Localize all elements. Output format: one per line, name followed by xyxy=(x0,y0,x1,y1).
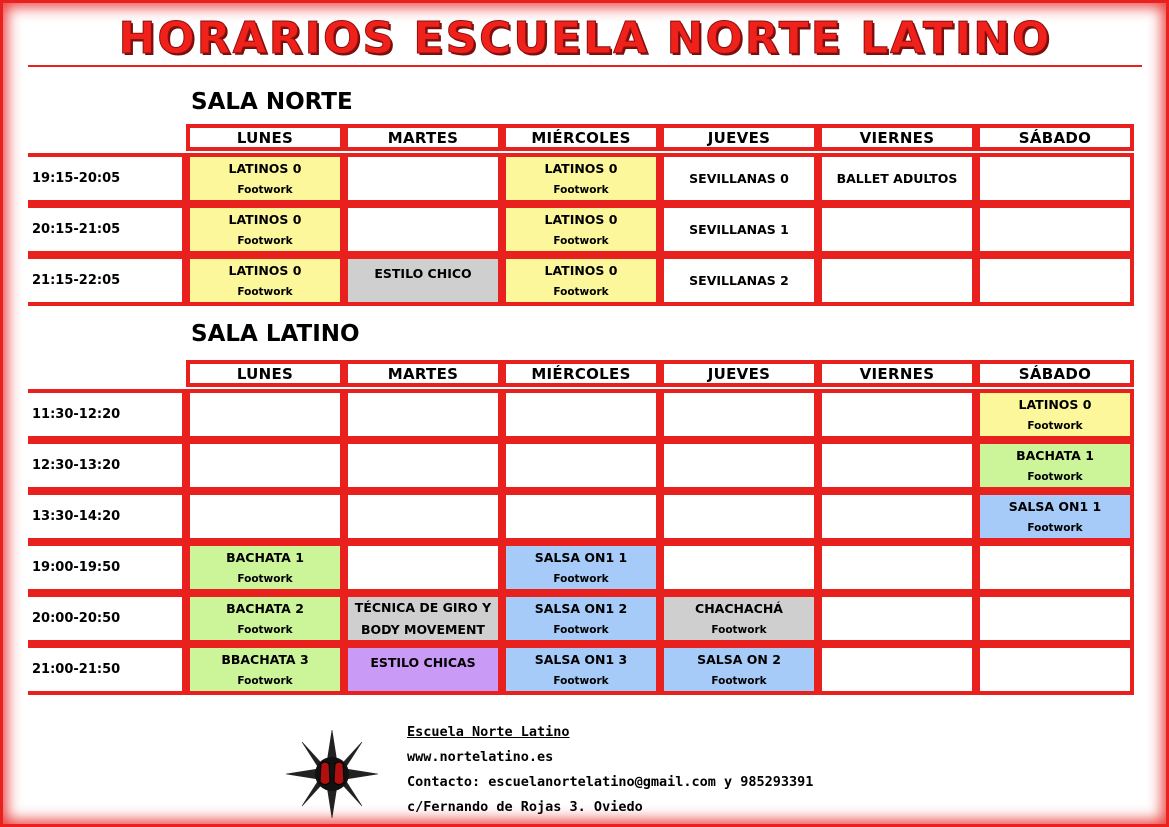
empty-cell xyxy=(186,389,344,440)
class-subtitle: Footwork xyxy=(553,285,609,298)
empty-cell xyxy=(818,593,976,644)
class-subtitle: Footwork xyxy=(553,623,609,636)
class-subtitle: Footwork xyxy=(553,572,609,585)
day-header: LUNES xyxy=(186,360,344,387)
class-subtitle: Footwork xyxy=(711,674,767,687)
time-slot-label: 12:30-13:20 xyxy=(28,440,186,491)
schedule-table-sala-latino xyxy=(28,360,1140,695)
class-name: SEVILLANAS 1 xyxy=(689,222,789,237)
class-cell xyxy=(502,153,660,204)
class-name: LATINOS 0 xyxy=(228,160,302,176)
class-cell xyxy=(976,491,1134,542)
class-subtitle: Footwork xyxy=(1027,470,1083,483)
empty-cell xyxy=(660,440,818,491)
day-header: SÁBADO xyxy=(976,124,1134,151)
footer-school-name: Escuela Norte Latino xyxy=(407,724,570,740)
class-name: SALSA ON1 1 xyxy=(1008,498,1102,514)
class-cell xyxy=(660,204,818,255)
class-name: LATINOS 0 xyxy=(544,262,618,278)
class-name: BACHATA 2 xyxy=(226,600,304,616)
empty-cell xyxy=(186,440,344,491)
class-name: LATINOS 0 xyxy=(228,211,302,227)
title-divider xyxy=(28,65,1142,67)
empty-cell xyxy=(344,389,502,440)
day-header: MARTES xyxy=(344,360,502,387)
empty-cell xyxy=(344,542,502,593)
class-cell xyxy=(502,255,660,306)
time-slot-label: 21:00-21:50 xyxy=(28,644,186,695)
class-name: LATINOS 0 xyxy=(228,262,302,278)
class-subtitle: BODY MOVEMENT xyxy=(361,621,485,637)
class-cell xyxy=(976,440,1134,491)
class-name: TÉCNICA DE GIRO Y xyxy=(354,600,492,616)
class-cell xyxy=(660,644,818,695)
class-name: BACHATA 1 xyxy=(1016,447,1094,463)
class-name: ESTILO CHICAS xyxy=(370,655,476,670)
empty-cell xyxy=(660,389,818,440)
class-subtitle: Footwork xyxy=(711,623,767,636)
class-name: ESTILO CHICO xyxy=(374,266,472,281)
class-cell xyxy=(186,593,344,644)
day-header: MIÉRCOLES xyxy=(502,360,660,387)
footer-address: c/Fernando de Rojas 3. Oviedo xyxy=(407,799,643,815)
room-title-latino: SALA LATINO xyxy=(191,321,360,347)
time-slot-label: 11:30-12:20 xyxy=(28,389,186,440)
empty-cell xyxy=(818,440,976,491)
empty-cell xyxy=(660,491,818,542)
page-title: HORARIOS ESCUELA NORTE LATINO xyxy=(118,13,1052,64)
class-cell xyxy=(344,644,502,695)
class-cell xyxy=(502,542,660,593)
class-cell xyxy=(502,644,660,695)
class-cell xyxy=(660,153,818,204)
class-subtitle: Footwork xyxy=(237,674,293,687)
class-cell xyxy=(186,542,344,593)
class-cell xyxy=(818,153,976,204)
class-name: BBACHATA 3 xyxy=(221,651,309,667)
time-slot-label: 13:30-14:20 xyxy=(28,491,186,542)
class-cell xyxy=(344,593,502,644)
class-cell xyxy=(344,255,502,306)
footer-contact: Contacto: escuelanortelatino@gmail.com y 985293391 xyxy=(407,774,814,790)
day-header: LUNES xyxy=(186,124,344,151)
class-subtitle: Footwork xyxy=(237,234,293,247)
day-header: VIERNES xyxy=(818,360,976,387)
class-subtitle: Footwork xyxy=(237,572,293,585)
empty-cell xyxy=(976,542,1134,593)
class-cell xyxy=(660,255,818,306)
time-slot-label: 20:15-21:05 xyxy=(28,204,186,255)
day-header: JUEVES xyxy=(660,360,818,387)
class-name: LATINOS 0 xyxy=(544,211,618,227)
empty-cell xyxy=(344,491,502,542)
room-title-norte: SALA NORTE xyxy=(191,89,353,115)
class-cell xyxy=(186,644,344,695)
day-header: JUEVES xyxy=(660,124,818,151)
compass-star-logo-icon xyxy=(284,728,380,820)
empty-cell xyxy=(818,204,976,255)
empty-cell xyxy=(344,440,502,491)
class-name: LATINOS 0 xyxy=(1018,396,1092,412)
class-name: BALLET ADULTOS xyxy=(836,171,958,186)
class-name: LATINOS 0 xyxy=(544,160,618,176)
class-subtitle: Footwork xyxy=(1027,419,1083,432)
class-subtitle: Footwork xyxy=(237,183,293,196)
class-subtitle: Footwork xyxy=(237,285,293,298)
class-cell xyxy=(976,389,1134,440)
empty-cell xyxy=(976,644,1134,695)
footer-info xyxy=(407,720,813,820)
empty-cell xyxy=(502,440,660,491)
class-name: SALSA ON1 2 xyxy=(534,600,628,616)
class-name: CHACHACHÁ xyxy=(695,600,783,616)
empty-cell xyxy=(818,542,976,593)
empty-cell xyxy=(818,491,976,542)
time-slot-label: 19:00-19:50 xyxy=(28,542,186,593)
class-name: BACHATA 1 xyxy=(226,549,304,565)
class-name: SALSA ON1 1 xyxy=(534,549,628,565)
class-subtitle: Footwork xyxy=(553,674,609,687)
day-header: VIERNES xyxy=(818,124,976,151)
class-name: SALSA ON1 3 xyxy=(534,651,628,667)
class-name: SEVILLANAS 2 xyxy=(689,273,789,288)
schedule-table-sala-norte xyxy=(28,124,1140,306)
class-cell xyxy=(186,255,344,306)
footer-website-link[interactable]: www.nortelatino.es xyxy=(407,749,554,765)
class-subtitle: Footwork xyxy=(1027,521,1083,534)
class-cell xyxy=(502,593,660,644)
time-slot-label: 19:15-20:05 xyxy=(28,153,186,204)
class-name: SEVILLANAS 0 xyxy=(689,171,789,186)
empty-cell xyxy=(344,204,502,255)
empty-cell xyxy=(818,389,976,440)
time-slot-label: 21:15-22:05 xyxy=(28,255,186,306)
empty-cell xyxy=(976,593,1134,644)
class-name: SALSA ON 2 xyxy=(697,651,781,667)
empty-cell xyxy=(818,644,976,695)
day-header: MARTES xyxy=(344,124,502,151)
empty-cell xyxy=(976,255,1134,306)
table-corner xyxy=(28,360,186,389)
class-cell xyxy=(186,204,344,255)
empty-cell xyxy=(660,542,818,593)
class-subtitle: Footwork xyxy=(237,623,293,636)
day-header: MIÉRCOLES xyxy=(502,124,660,151)
empty-cell xyxy=(344,153,502,204)
empty-cell xyxy=(502,491,660,542)
class-subtitle: Footwork xyxy=(553,234,609,247)
empty-cell xyxy=(502,389,660,440)
table-corner xyxy=(28,124,186,153)
empty-cell xyxy=(186,491,344,542)
class-subtitle: Footwork xyxy=(553,183,609,196)
empty-cell xyxy=(976,204,1134,255)
time-slot-label: 20:00-20:50 xyxy=(28,593,186,644)
day-header: SÁBADO xyxy=(976,360,1134,387)
empty-cell xyxy=(976,153,1134,204)
class-cell xyxy=(186,153,344,204)
class-cell xyxy=(660,593,818,644)
empty-cell xyxy=(818,255,976,306)
class-cell xyxy=(502,204,660,255)
